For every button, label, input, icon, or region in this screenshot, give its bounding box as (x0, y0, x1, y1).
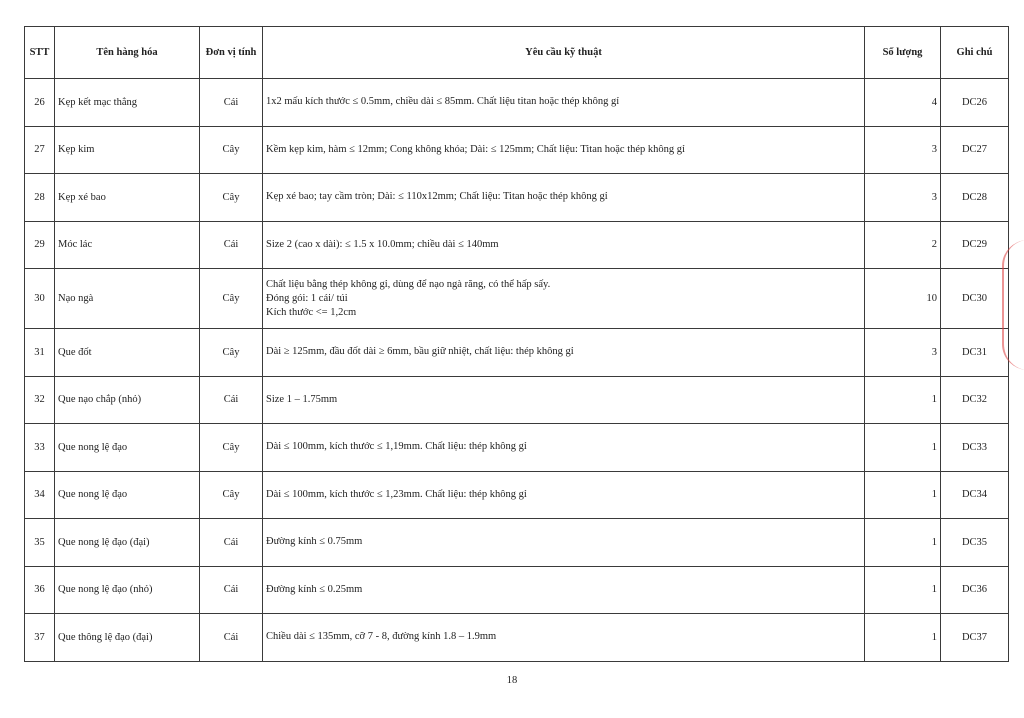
row-item-name: Que nong lệ đạo (nhỏ) (55, 566, 200, 614)
row-item-name: Que nong lệ đạo (55, 424, 200, 472)
table-row (25, 329, 1009, 377)
row-item-name: Kẹp kim (55, 126, 200, 174)
row-unit: Cây (200, 174, 263, 222)
row-quantity: 2 (865, 221, 941, 269)
requirement-line: Đóng gói: 1 cái/ túi (266, 292, 348, 304)
row-requirements: Kềm kẹp kim, hàm ≤ 12mm; Cong không khóa; Dài: ≤ 125mm; Chất liệu: Titan hoặc thép không gỉ (263, 126, 865, 174)
row-unit: Cái (200, 519, 263, 567)
header-note: Ghi chú (941, 27, 1009, 79)
row-quantity: 4 (865, 79, 941, 127)
row-unit: Cây (200, 471, 263, 519)
header-quantity: Số lượng (865, 27, 941, 79)
row-note: DC32 (941, 376, 1009, 424)
row-quantity: 3 (865, 174, 941, 222)
partial-stamp-mark (1002, 240, 1024, 370)
row-unit: Cái (200, 221, 263, 269)
row-item-name: Que nạo chắp (nhỏ) (55, 376, 200, 424)
header-unit: Đơn vị tính (200, 27, 263, 79)
row-item-name: Kẹp xé bao (55, 174, 200, 222)
row-item-name: Que nong lệ đạo (đại) (55, 519, 200, 567)
row-unit: Cái (200, 376, 263, 424)
row-note: DC27 (941, 126, 1009, 174)
row-note: DC28 (941, 174, 1009, 222)
row-unit: Cái (200, 79, 263, 127)
row-note: DC31 (941, 329, 1009, 377)
row-quantity: 1 (865, 424, 941, 472)
row-unit: Cây (200, 424, 263, 472)
header-item-name: Tên hàng hóa (55, 27, 200, 79)
row-requirements: Đường kính ≤ 0.25mm (263, 566, 865, 614)
row-note: DC29 (941, 221, 1009, 269)
requirement-line: Chất liệu bằng thép không gỉ, dùng để nạo ngà răng, có thể hấp sấy. (266, 278, 551, 290)
table-row (25, 269, 1009, 329)
row-quantity: 1 (865, 376, 941, 424)
row-requirements: Dài ≤ 100mm, kích thước ≤ 1,19mm. Chất liệu: thép không gỉ (263, 424, 865, 472)
row-item-name: Que thông lệ đạo (đại) (55, 614, 200, 662)
row-stt: 31 (25, 329, 55, 377)
row-quantity: 1 (865, 519, 941, 567)
table-row (25, 221, 1009, 269)
row-stt: 34 (25, 471, 55, 519)
row-unit: Cây (200, 126, 263, 174)
row-quantity: 1 (865, 566, 941, 614)
row-stt: 36 (25, 566, 55, 614)
table-row (25, 126, 1009, 174)
row-stt: 37 (25, 614, 55, 662)
row-requirements (263, 269, 865, 329)
row-requirements: Kẹp xé bao; tay cầm tròn; Dài: ≤ 110x12mm; Chất liệu: Titan hoặc thép không gỉ (263, 174, 865, 222)
row-requirements: 1x2 mấu kích thước ≤ 0.5mm, chiều dài ≤ 85mm. Chất liệu titan hoặc thép không gỉ (263, 79, 865, 127)
table-row (25, 614, 1009, 662)
requirement-line: Kích thước <= 1,2cm (266, 306, 357, 318)
row-quantity: 3 (865, 126, 941, 174)
row-note: DC36 (941, 566, 1009, 614)
row-stt: 32 (25, 376, 55, 424)
header-technical-requirements: Yêu cầu kỹ thuật (263, 27, 865, 79)
row-stt: 27 (25, 126, 55, 174)
row-unit: Cây (200, 329, 263, 377)
row-stt: 26 (25, 79, 55, 127)
row-unit: Cây (200, 269, 263, 329)
row-quantity: 1 (865, 471, 941, 519)
row-note: DC34 (941, 471, 1009, 519)
row-quantity: 3 (865, 329, 941, 377)
row-requirements: Size 1 – 1.75mm (263, 376, 865, 424)
row-note: DC35 (941, 519, 1009, 567)
row-requirements: Chiều dài ≤ 135mm, cỡ 7 - 8, đường kính 1.8 – 1.9mm (263, 614, 865, 662)
table-header-row (25, 27, 1009, 79)
page-number: 18 (506, 675, 518, 686)
table-row (25, 471, 1009, 519)
row-requirements: Dài ≤ 100mm, kích thước ≤ 1,23mm. Chất liệu: thép không gỉ (263, 471, 865, 519)
row-stt: 30 (25, 269, 55, 329)
row-item-name: Nạo ngà (55, 269, 200, 329)
row-item-name: Kẹp kết mạc thẳng (55, 79, 200, 127)
table-row (25, 424, 1009, 472)
row-stt: 35 (25, 519, 55, 567)
row-stt: 29 (25, 221, 55, 269)
table-row (25, 174, 1009, 222)
table-row (25, 79, 1009, 127)
table-row (25, 566, 1009, 614)
row-item-name: Que đốt (55, 329, 200, 377)
table-row (25, 376, 1009, 424)
row-note: DC26 (941, 79, 1009, 127)
row-item-name: Que nong lệ đạo (55, 471, 200, 519)
row-requirements: Dài ≥ 125mm, đầu đốt dài ≥ 6mm, bầu giữ nhiệt, chất liệu: thép không gỉ (263, 329, 865, 377)
row-stt: 28 (25, 174, 55, 222)
row-note: DC37 (941, 614, 1009, 662)
row-unit: Cái (200, 614, 263, 662)
row-requirements: Size 2 (cao x dài): ≤ 1.5 x 10.0mm; chiều dài ≤ 140mm (263, 221, 865, 269)
row-quantity: 10 (865, 269, 941, 329)
row-quantity: 1 (865, 614, 941, 662)
row-note: DC33 (941, 424, 1009, 472)
technical-spec-table (24, 26, 1009, 662)
row-stt: 33 (25, 424, 55, 472)
row-unit: Cái (200, 566, 263, 614)
row-requirements: Đường kính ≤ 0.75mm (263, 519, 865, 567)
header-stt: STT (25, 27, 55, 79)
row-note: DC30 (941, 269, 1009, 329)
row-item-name: Móc lác (55, 221, 200, 269)
table-row (25, 519, 1009, 567)
